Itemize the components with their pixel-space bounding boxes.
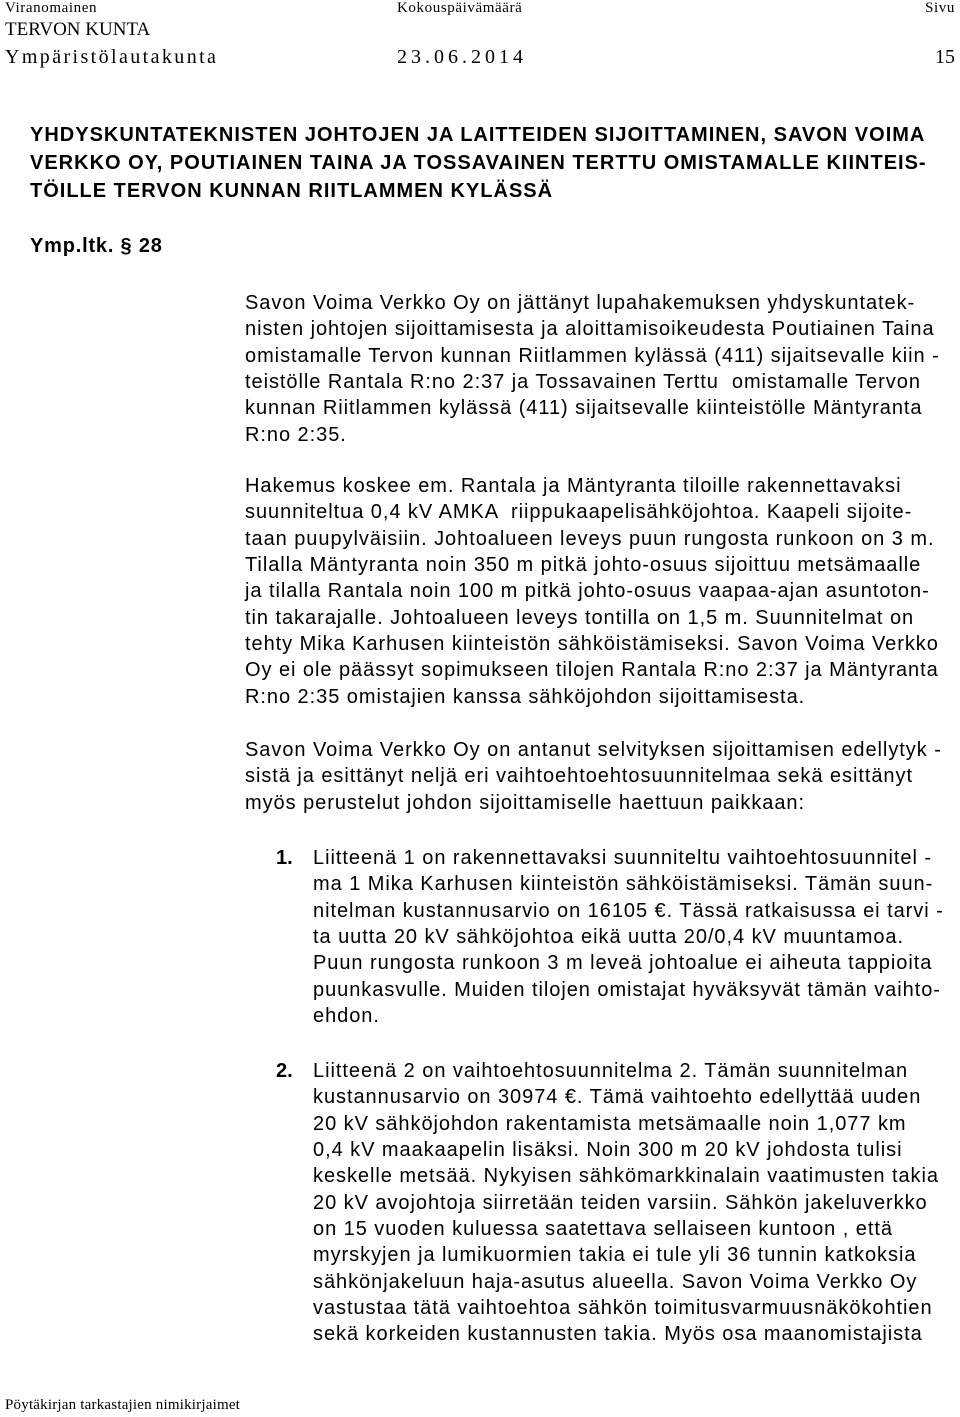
text-line: tehty Mika Karhusen kiinteistön sähköistämiseksi. Savon Voima Verkko (245, 633, 939, 656)
text-line: R:no 2:35. (245, 423, 347, 446)
text-line: sähkönjakeluun haja-asutus alueella. Savon Voima Verkko Oy (313, 1270, 918, 1293)
text-line: Hakemus koskee em. Rantala ja Mäntyranta tiloille rakennettavaksi (245, 475, 902, 497)
text-line: ehdon. (313, 1005, 380, 1028)
text-line: YHDYSKUNTATEKNISTEN JOHTOJEN JA LAITTEIDEN SIJOITTAMINEN, SAVON VOIMA (30, 124, 926, 146)
text-line: Liitteenä 2 on vaihtoehtosuunnitelma 2. Tämän suunnitelman (313, 1060, 909, 1082)
list-item-number: 1. (276, 847, 293, 869)
text-line: ma 1 Mika Karhusen kiinteistön sähköistämiseksi. Tämän suun- (313, 873, 934, 896)
text-line: Oy ei ole päässyt sopimukseen tilojen Rantala R:no 2:37 ja Mäntyranta (245, 659, 939, 682)
text-line: nisten johtojen sijoittamisesta ja aloittamisoikeudesta Poutiainen Taina (245, 318, 935, 341)
text-line: suunniteltua 0,4 kV AMKA riippukaapelisähköjohtoa. Kaapeli sijoite- (245, 501, 913, 524)
authority-label: Viranomainen (5, 0, 98, 16)
list-item-text (313, 845, 944, 1029)
text-line: puunkasvulle. Muiden tilojen omistajat hyväksyvät tämän vaihto- (313, 978, 941, 1001)
text-line: keskelle metsää. Nykyisen sähkömarkkinalain vaatimusten takia (313, 1165, 939, 1188)
page-number: 15 (935, 46, 955, 68)
text-line: 20 kV sähköjohdon rakentamista metsämaalle noin 1,077 km (313, 1112, 907, 1135)
text-line: taan puupylväisiin. Johtoalueen leveys puun rungosta runkoon on 3 m. (245, 527, 935, 550)
meeting-date: 23.06.2014 (397, 46, 527, 68)
municipality-name: TERVON KUNTA (5, 19, 151, 40)
paragraph-application (245, 290, 940, 448)
section-heading: Ymp.ltk. § 28 (30, 235, 163, 257)
text-line: nitelman kustannusarvio on 16105 €. Tässä ratkaisussa ei tarvi - (313, 899, 944, 922)
page-label: Sivu (925, 0, 955, 16)
text-line: 0,4 kV maakaapelin lisäksi. Noin 300 m 20 kV johdosta tulisi (313, 1139, 903, 1162)
text-line: kunnan Riitlammen kylässä (411) sijaitsevalle kiinteistölle Mäntyranta (245, 397, 923, 420)
text-line: vastustaa tätä vaihtoehtoa sähkön toimitusvarmuusnäkökohtien (313, 1297, 933, 1320)
text-line: myrskyjen ja lumikuormien takia ei tule yli 36 tunnin katkoksia (313, 1244, 917, 1267)
text-line: omistamalle Tervon kunnan Riitlammen kylässä (411) sijaitsevalle kiin - (245, 344, 940, 367)
board-name: Ympäristölautakunta (5, 46, 219, 68)
text-line: VERKKO OY, POUTIAINEN TAINA JA TOSSAVAINEN TERTTU OMISTAMALLE KIINTEIS- (30, 152, 927, 174)
list-item-number: 2. (276, 1060, 293, 1082)
text-line: myös perustelut johdon sijoittamiselle haettuun paikkaan: (245, 791, 805, 814)
text-line: ja tilalla Rantala noin 100 m pitkä johto-osuus vaapaa-ajan asuntoton- (245, 580, 930, 603)
footer-initials-label: Pöytäkirjan tarkastajien nimikirjaimet (5, 1397, 241, 1413)
text-line: Savon Voima Verkko Oy on antanut selvityksen sijoittamisen edellytyk - (245, 739, 942, 761)
text-line: on 15 vuoden kuluessa saatettava sellaiseen kuntoon , että (313, 1218, 893, 1241)
text-line: Tilalla Mäntyranta noin 350 m pitkä johto-osuus sijoittuu metsämaalle (245, 554, 922, 577)
text-line: tin takarajalle. Johtoalueen leveys tontilla on 1,5 m. Suunnitelmat on (245, 606, 915, 629)
text-line: Puun rungosta runkoon 3 m leveä johtoalue ei aiheuta tappioita (313, 952, 933, 975)
meeting-date-label: Kokouspäivämäärä (397, 0, 523, 16)
text-line: Liitteenä 1 on rakennettavaksi suunniteltu vaihtoehtosuunnitel - (313, 847, 932, 869)
list-item-text (313, 1058, 939, 1348)
text-line: kustannusarvio on 30974 €. Tämä vaihtoehto edellyttää uuden (313, 1086, 922, 1109)
text-line: ta uutta 20 kV sähköjohtoa eikä uutta 20/0,4 kV muuntamoa. (313, 926, 905, 949)
text-line: R:no 2:35 omistajien kanssa sähköjohdon sijoittamisesta. (245, 685, 806, 708)
text-line: Savon Voima Verkko Oy on jättänyt lupahakemuksen yhdyskuntatek- (245, 292, 916, 314)
text-line: TÖILLE TERVON KUNNAN RIITLAMMEN KYLÄSSÄ (30, 180, 554, 202)
text-line: sekä korkeiden kustannusten takia. Myös osa maanomistajista (313, 1323, 923, 1346)
text-line: 20 kV avojohtoja siirretään teiden varsiin. Sähkön jakeluverkko (313, 1191, 928, 1214)
paragraph-alternatives-intro (245, 737, 942, 816)
paragraph-application-details (245, 473, 939, 710)
text-line: sistä ja esittänyt neljä eri vaihtoehtoehtosuunnitelmaa sekä esittänyt (245, 765, 913, 788)
text-line: teistölle Rantala R:no 2:37 ja Tossavainen Terttu omistamalle Tervon (245, 371, 921, 394)
document-title (30, 121, 927, 205)
